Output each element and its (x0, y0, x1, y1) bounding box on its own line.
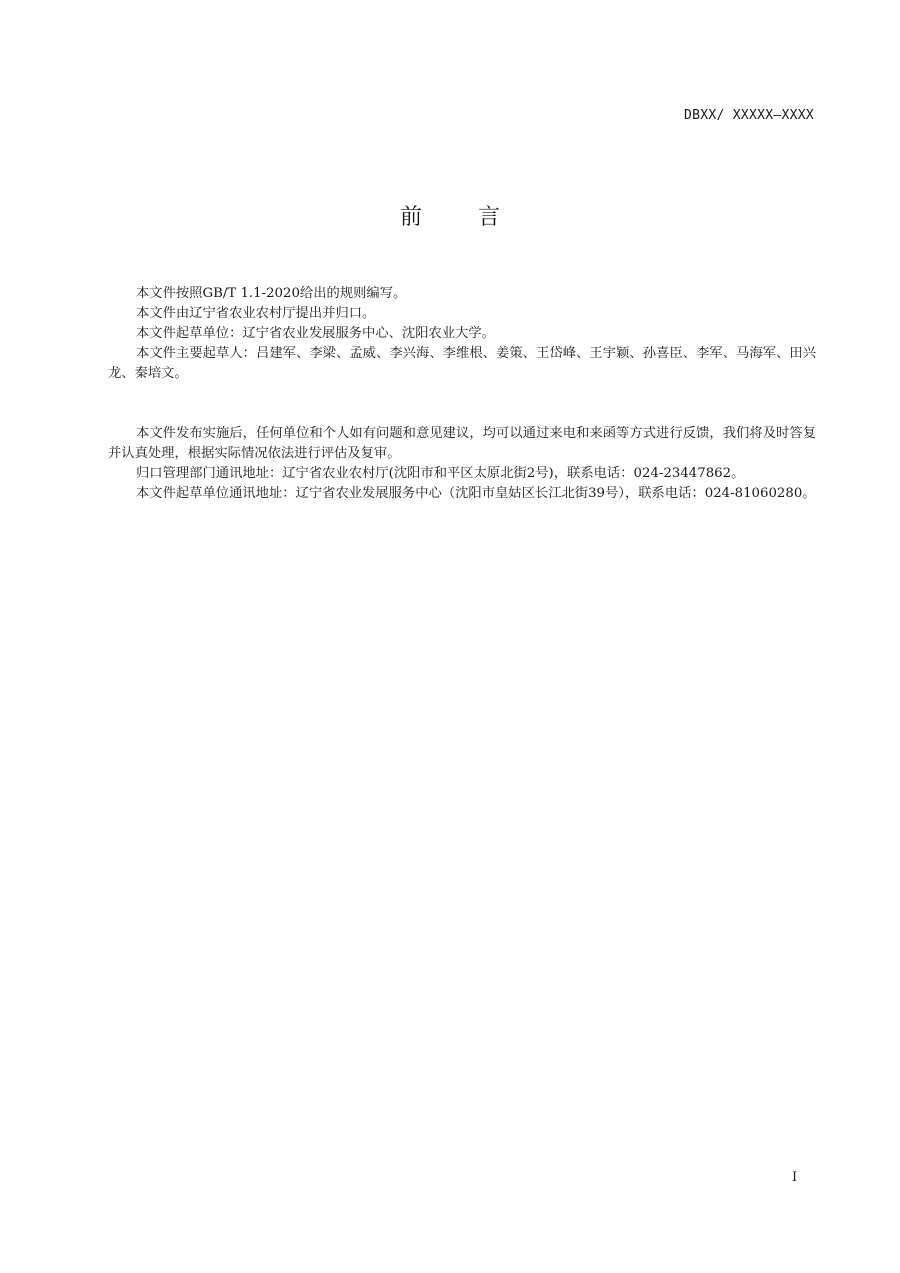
paragraph-drafting-rules: 本文件按照GB/T 1.1-2020给出的规则编写。 (136, 286, 407, 301)
title-char-1: 前 (399, 205, 422, 230)
foreword-section-1 (108, 284, 816, 384)
paragraph-feedback: 本文件发布实施后，任何单位和个人如有问题和意见建议，均可以通过来电和来函等方式进行反馈，我们将及时答复并认真处理，根据实际情况依法进行评估及复审。 (108, 426, 816, 461)
paragraph-drafter-address: 本文件起草单位通讯地址：辽宁省农业发展服务中心（沈阳市皇姑区长江北街39号），联系电话：024-81060280。 (136, 486, 816, 501)
paragraph-drafting-units: 本文件起草单位：辽宁省农业发展服务中心、沈阳农业大学。 (136, 326, 496, 341)
document-code: DBXX/ XXXXX—XXXX (683, 108, 814, 123)
paragraph-proposer: 本文件由辽宁省农业农村厅提出并归口。 (136, 306, 376, 321)
paragraph-authority-address: 归口管理部门通讯地址：辽宁省农业农村厅(沈阳市和平区太原北街2号)，联系电话：024-23447862。 (136, 466, 745, 481)
page-number: I (792, 1170, 798, 1185)
page-title (0, 200, 900, 231)
title-char-2: 言 (478, 205, 501, 230)
foreword-section-2 (108, 424, 816, 504)
paragraph-main-drafters: 本文件主要起草人：吕建军、李梁、孟威、李兴海、李维根、姜策、王岱峰、王宇颖、孙喜臣、李军、马海军、田兴龙、秦培文。 (108, 346, 816, 381)
